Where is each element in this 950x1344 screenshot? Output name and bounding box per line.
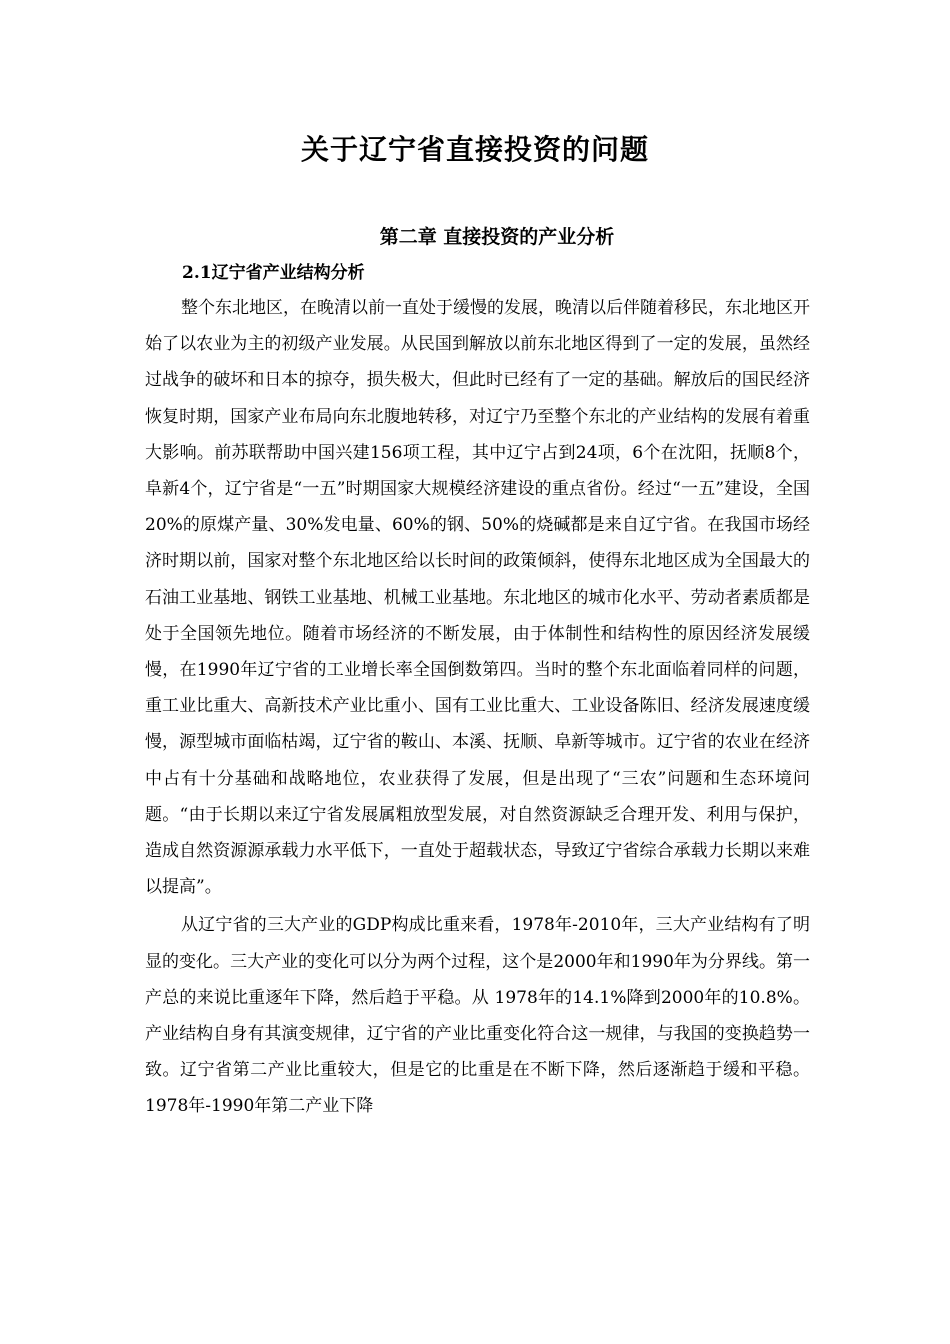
chapter-title: 第二章 直接投资的产业分析 — [379, 226, 615, 248]
paragraph: 整个东北地区，在晚清以前一直处于缓慢的发展，晚清以后伴随着移民，东北地区开始了以农业为主的初级产业发展。从民国到解放以前东北地区得到了一定的发展，虽然经过战争的破坏和日本的掠夺，损失极大，但此时已经有了一定的基础。解放后的国民经济恢复时期，国家产业布局向东北腹地转移，对辽宁乃至整个东北的产业结构的发展有着重大影响。前苏联帮助中国兴建156项工程，其中辽宁占到24项，6个在沈阳，抚顺8个，阜新4个，辽宁省是“一五”时期国家大规模经济建设的重点省份。经过“一五”建设，全国 20%的原煤产量、30%发电量、60%的钢、50%的烧碱都是来自辽宁省。在我国市场经济时期以前，国家对整个东北地区给以长时间的政策倾斜，使得东北地区成为全国最大的石油工业基地、钢铁工业基地、机械工业基地。东北地区的城市化水平、劳动者素质都是处于全国领先地位。随着市场经济的不断发展，由于体制性和结构性的原因经济发展缓慢，在1990年辽宁省的工业增长率全国倒数第四。当时的整个东北面临着同样的问题，重工业比重大、高新技术产业比重小、国有工业比重大、工业设备陈旧、经济发展速度缓慢，源型城市面临枯竭，辽宁省的鞍山、本溪、抚顺、阜新等城市。辽宁省的农业在经济中占有十分基础和战略地位，农业获得了发展，但是出现了“三农”问题和生态环境问题。“由于长期以来辽宁省发展属粗放型发展，对自然资源缺乏合理开发、利用与保护，造成自然资源源承载力水平低下，一直处于超载状态，导致辽宁省综合承载力长期以来难以提高”。 — [145, 298, 810, 898]
section-title: 2.1辽宁省产业结构分析 — [182, 263, 365, 283]
document-title: 关于辽宁省直接投资的问题 — [300, 133, 649, 166]
body-text — [145, 290, 810, 1125]
paragraph: 从辽宁省的三大产业的GDP构成比重来看，1978年-2010年，三大产业结构有了明显的变化。三大产业的变化可以分为两个过程，这个是2000年和1990年为分界线。第一产总的来说比重逐年下降，然后趋于平稳。从 1978年的14.1%降到2000年的10.8%。产业结构自身有其演变规律，辽宁省的产业比重变化符合这一规律，与我国的变换趋势一致。辽宁省第二产业比重较大，但是它的比重是在不断下降，然后逐渐趋于缓和平稳。1978年-1990年第二产业下降 — [145, 915, 810, 1117]
